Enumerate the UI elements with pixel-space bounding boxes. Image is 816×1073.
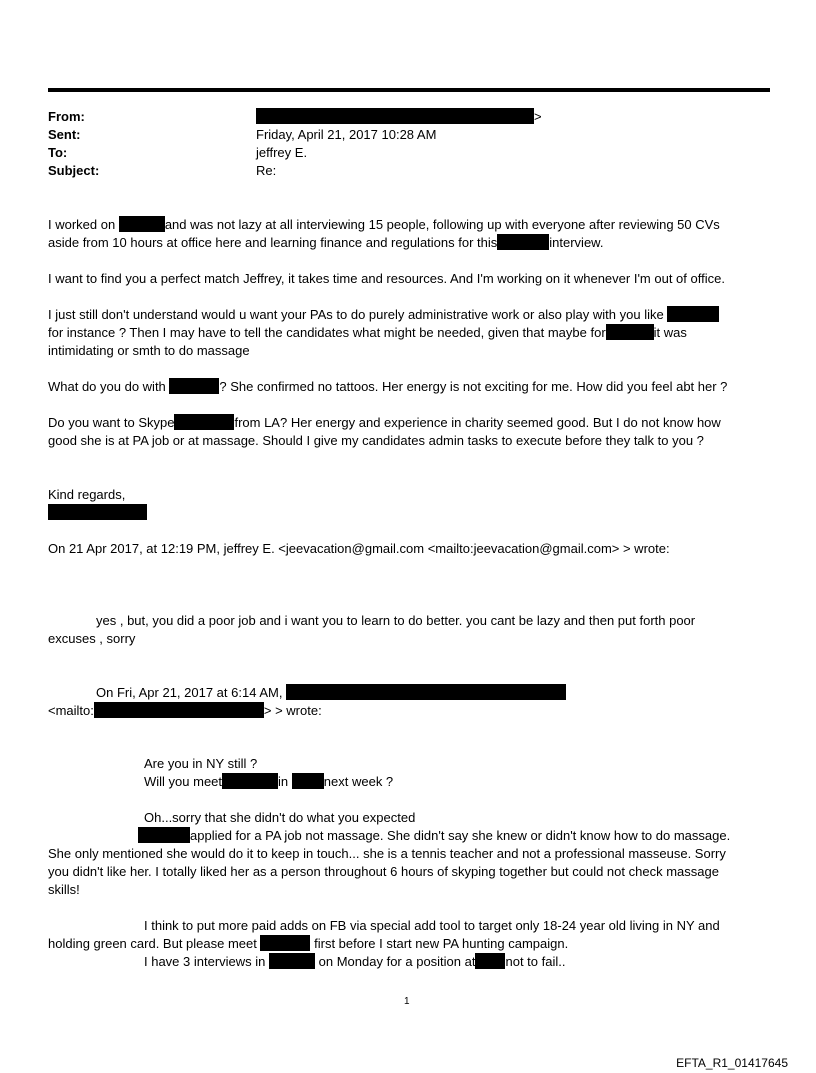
redaction-block <box>169 378 219 394</box>
text: in <box>278 774 289 789</box>
signature-redaction <box>48 504 147 522</box>
redaction-block <box>286 684 566 700</box>
quote-line: She only mentioned she would do it to keep in touch... she is a tennis teacher and not a professional masseuse. Sorry <box>48 846 726 861</box>
body-line: I want to find you a perfect match Jeffrey, it takes time and resources. And I'm working on it whenever I'm out of office. <box>48 271 725 286</box>
body-line: good she is at PA job or at massage. Should I give my candidates admin tasks to execute before they talk to you ? <box>48 433 704 448</box>
subject-value: Re: <box>256 163 277 178</box>
text: Will you meet <box>144 774 223 789</box>
sent-label: Sent: <box>48 127 81 142</box>
redaction-block <box>667 306 719 322</box>
quote-intro <box>96 684 566 702</box>
text: ? She confirmed no tattoos. Her energy is not exciting for me. How did you feel abt her ? <box>219 379 728 394</box>
redaction-block <box>475 953 505 969</box>
quote-line: I think to put more paid adds on FB via special add tool to target only 18-24 year old living in NY and <box>144 918 720 933</box>
quote-line: Oh...sorry that she didn't do what you expected <box>144 810 416 825</box>
redaction-block <box>269 953 315 969</box>
body-line <box>48 324 687 342</box>
redaction-block <box>119 216 165 232</box>
redaction-block <box>497 234 549 250</box>
body-line <box>48 306 719 324</box>
from-value <box>256 108 542 126</box>
text: I worked on <box>48 217 116 232</box>
signoff: Kind regards, <box>48 487 126 502</box>
text: applied for a PA job not massage. She didn't say she knew or didn't know how to do massage. <box>190 828 731 843</box>
page-number: 1 <box>404 996 410 1007</box>
text: and was not lazy at all interviewing 15 people, following up with everyone after reviewing 50 CVs <box>164 217 720 232</box>
redaction-block <box>292 773 324 789</box>
header-rule <box>48 88 770 92</box>
document-id: EFTA_R1_01417645 <box>676 1056 788 1070</box>
text: next week ? <box>323 774 394 789</box>
quote-line: excuses , sorry <box>48 631 136 646</box>
quote-line <box>144 773 393 791</box>
quote-line: skills! <box>48 882 80 897</box>
redaction-block <box>174 414 234 430</box>
redaction-block <box>48 504 147 520</box>
redaction-block <box>94 702 264 718</box>
to-label: To: <box>48 145 68 160</box>
text: not to fail.. <box>505 954 566 969</box>
redaction-block <box>256 108 534 124</box>
body-line: intimidating or smth to do massage <box>48 343 250 358</box>
text: Do you want to Skype <box>48 415 175 430</box>
text: for instance ? Then I may have to tell the candidates what might be needed, given that maybe for <box>48 325 606 340</box>
text: first before I start new PA hunting campaign. <box>314 936 569 951</box>
text: <mailto: <box>48 703 94 718</box>
body-line <box>48 216 720 234</box>
body-line <box>48 234 603 252</box>
quote-line: you didn't like her. I totally liked her as a person throughout 6 hours of skyping together but could not check massage <box>48 864 719 879</box>
body-line <box>48 378 727 396</box>
quote-line <box>48 935 568 953</box>
redaction-block <box>138 827 190 843</box>
text: on Monday for a position at <box>318 954 476 969</box>
from-label: From: <box>48 109 85 124</box>
text: I have 3 interviews in <box>144 954 266 969</box>
to-value: jeffrey E. <box>256 145 308 160</box>
from-suffix: > <box>534 109 542 124</box>
redaction-block <box>222 773 278 789</box>
text: from LA? Her energy and experience in charity seemed good. But I do not know how <box>234 415 721 430</box>
quote-intro: On 21 Apr 2017, at 12:19 PM, jeffrey E. <jeevacation@gmail.com <mailto:jeevacation@gmail.com> > wrote: <box>48 541 670 556</box>
text: What do you do with <box>48 379 166 394</box>
text: holding green card. But please meet <box>48 936 257 951</box>
quote-line: Are you in NY still ? <box>144 756 258 771</box>
quote-line <box>138 827 730 845</box>
text: interview. <box>549 235 604 250</box>
text: I just still don't understand would u want your PAs to do purely administrative work or also play with you like <box>48 307 664 322</box>
quote-line <box>144 953 565 971</box>
quote-line: yes , but, you did a poor job and i want you to learn to do better. you cant be lazy and then put forth poor <box>96 613 696 628</box>
redaction-block <box>606 324 654 340</box>
body-line <box>48 414 721 432</box>
sent-value: Friday, April 21, 2017 10:28 AM <box>256 127 437 142</box>
text: > > wrote: <box>263 703 322 718</box>
quote-mailto <box>48 702 322 720</box>
text: aside from 10 hours at office here and learning finance and regulations for this <box>48 235 498 250</box>
redaction-block <box>260 935 310 951</box>
subject-label: Subject: <box>48 163 100 178</box>
text: it was <box>653 325 687 340</box>
text: On Fri, Apr 21, 2017 at 6:14 AM, <box>96 685 283 700</box>
